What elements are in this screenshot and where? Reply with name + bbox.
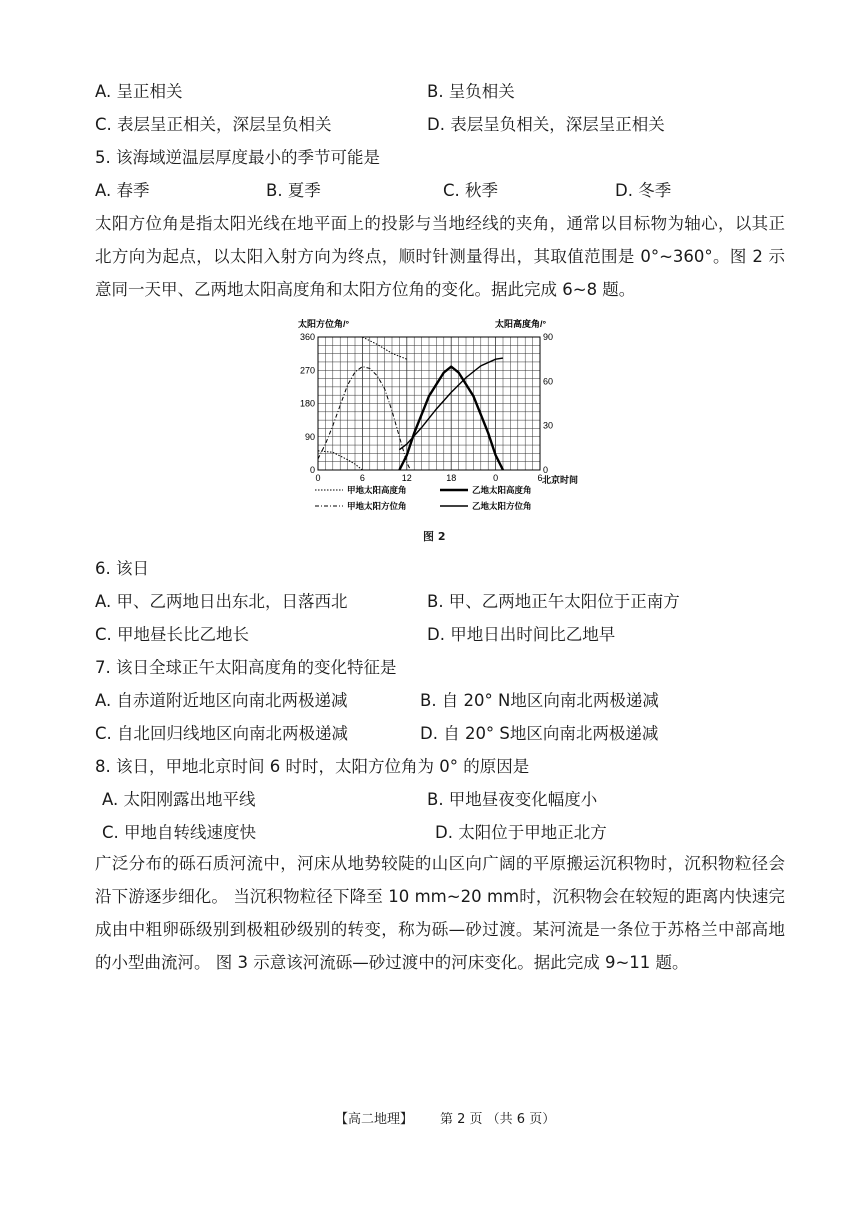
- q7-option-a: A. 自赤道附近地区向南北两极递减: [95, 691, 348, 710]
- q7-option-c: C. 自北回归线地区向南北两极递减: [95, 724, 349, 743]
- q8-option-c: C. 甲地自转线速度快: [102, 823, 257, 842]
- q6-option-d: D. 甲地日出时间比乙地早: [427, 625, 616, 644]
- chart-grid: [318, 337, 540, 470]
- q5-stem: 5. 该海域逆温层厚度最小的季节可能是: [95, 148, 380, 167]
- q7-option-d: D. 自 20° S地区向南北两极递减: [420, 724, 659, 743]
- q6-option-b: B. 甲、乙两地正午太阳位于正南方: [427, 592, 680, 611]
- q4-option-c: C. 表层呈正相关，深层呈负相关: [95, 115, 332, 134]
- x-tick-label: 6: [359, 473, 365, 483]
- x-tick-label: 18: [446, 473, 457, 483]
- chart-legend: [315, 485, 532, 511]
- q5-option-c: C. 秋季: [443, 181, 499, 200]
- right-axis-label: 太阳高度角/°: [495, 319, 547, 329]
- figure-label: 图 2: [423, 530, 446, 543]
- left-tick-label: 270: [299, 365, 315, 376]
- right-tick-label: 90: [543, 332, 554, 342]
- footer-page: 第 2 页 （共 6 页）: [440, 1112, 556, 1127]
- q7-stem: 7. 该日全球正午太阳高度角的变化特征是: [95, 658, 397, 677]
- intro-6-8: 太阳方位角是指太阳光线在地平面上的投影与当地经线的夹角，通常以目标物为轴心，以其正北方向为起点，以太阳入射方向为终点，顺时针测量得出，其取值范围是 0°~360°。图 2 示意同一天甲、乙两地太阳高度角和太阳方位角的变化。据此完成 6~8 题。: [95, 214, 785, 299]
- q7-option-b: B. 自 20° N地区向南北两极递减: [420, 691, 659, 710]
- q5-option-a: A. 春季: [95, 181, 150, 200]
- x-axis-label: 北京时间: [542, 475, 579, 485]
- x-tick-label: 0: [493, 473, 499, 483]
- q4-option-d: D. 表层呈负相关，深层呈正相关: [427, 115, 665, 134]
- x-tick-label: 0: [315, 473, 321, 483]
- intro-9-11: 广泛分布的砾石质河流中，河床从地势较陡的山区向广阔的平原搬运沉积物时，沉积物粒径会沿下游逐步细化。 当沉积物粒径下降至 10 mm~20 mm时，沉积物会在较短的距离内快速完成由中粗卵砾级别到极粗砂级别的转变，称为砾—砂过渡。某河流是一条位于苏格兰中部高地的小型曲流河。 图 3 示意该河流砾—砂过渡中的河床变化。据此完成 9~11 题。: [95, 854, 785, 972]
- legend-label-yi-azimuth: 乙地太阳方位角: [472, 501, 532, 511]
- q4-option-a: A. 呈正相关: [95, 82, 183, 101]
- right-tick-label: 30: [543, 420, 554, 431]
- legend-label-jia-azimuth: 甲地太阳方位角: [347, 501, 407, 511]
- x-tick-label: 6: [537, 473, 543, 483]
- left-tick-label: 0: [309, 465, 315, 475]
- left-axis-label: 太阳方位角/°: [298, 319, 350, 329]
- legend-label-jia-altitude: 甲地太阳高度角: [347, 485, 407, 495]
- q6-stem: 6. 该日: [95, 559, 149, 578]
- q6-option-a: A. 甲、乙两地日出东北，日落西北: [95, 592, 348, 611]
- right-tick-label: 0: [543, 465, 549, 475]
- q8-option-d: D. 太阳位于甲地正北方: [435, 823, 607, 842]
- q8-option-b: B. 甲地昼夜变化幅度小: [427, 790, 598, 809]
- x-tick-label: 12: [401, 473, 412, 483]
- curve-jia-azimuth: [318, 367, 411, 470]
- footer-subject: 【高二地理】: [335, 1112, 414, 1127]
- figure-2-chart: [290, 315, 600, 525]
- q5-option-d: D. 冬季: [615, 181, 672, 200]
- q5-option-b: B. 夏季: [266, 181, 321, 200]
- left-tick-label: 180: [299, 398, 315, 409]
- q8-stem: 8. 该日，甲地北京时间 6 时时，太阳方位角为 0° 的原因是: [95, 757, 530, 776]
- q4-option-b: B. 呈负相关: [427, 82, 515, 101]
- q6-option-c: C. 甲地昼长比乙地长: [95, 625, 250, 644]
- left-tick-label: 90: [304, 431, 315, 442]
- legend-label-yi-altitude: 乙地太阳高度角: [472, 485, 532, 495]
- right-tick-label: 60: [543, 376, 554, 387]
- q8-option-a: A. 太阳刚露出地平线: [102, 790, 256, 809]
- left-tick-label: 360: [299, 332, 315, 342]
